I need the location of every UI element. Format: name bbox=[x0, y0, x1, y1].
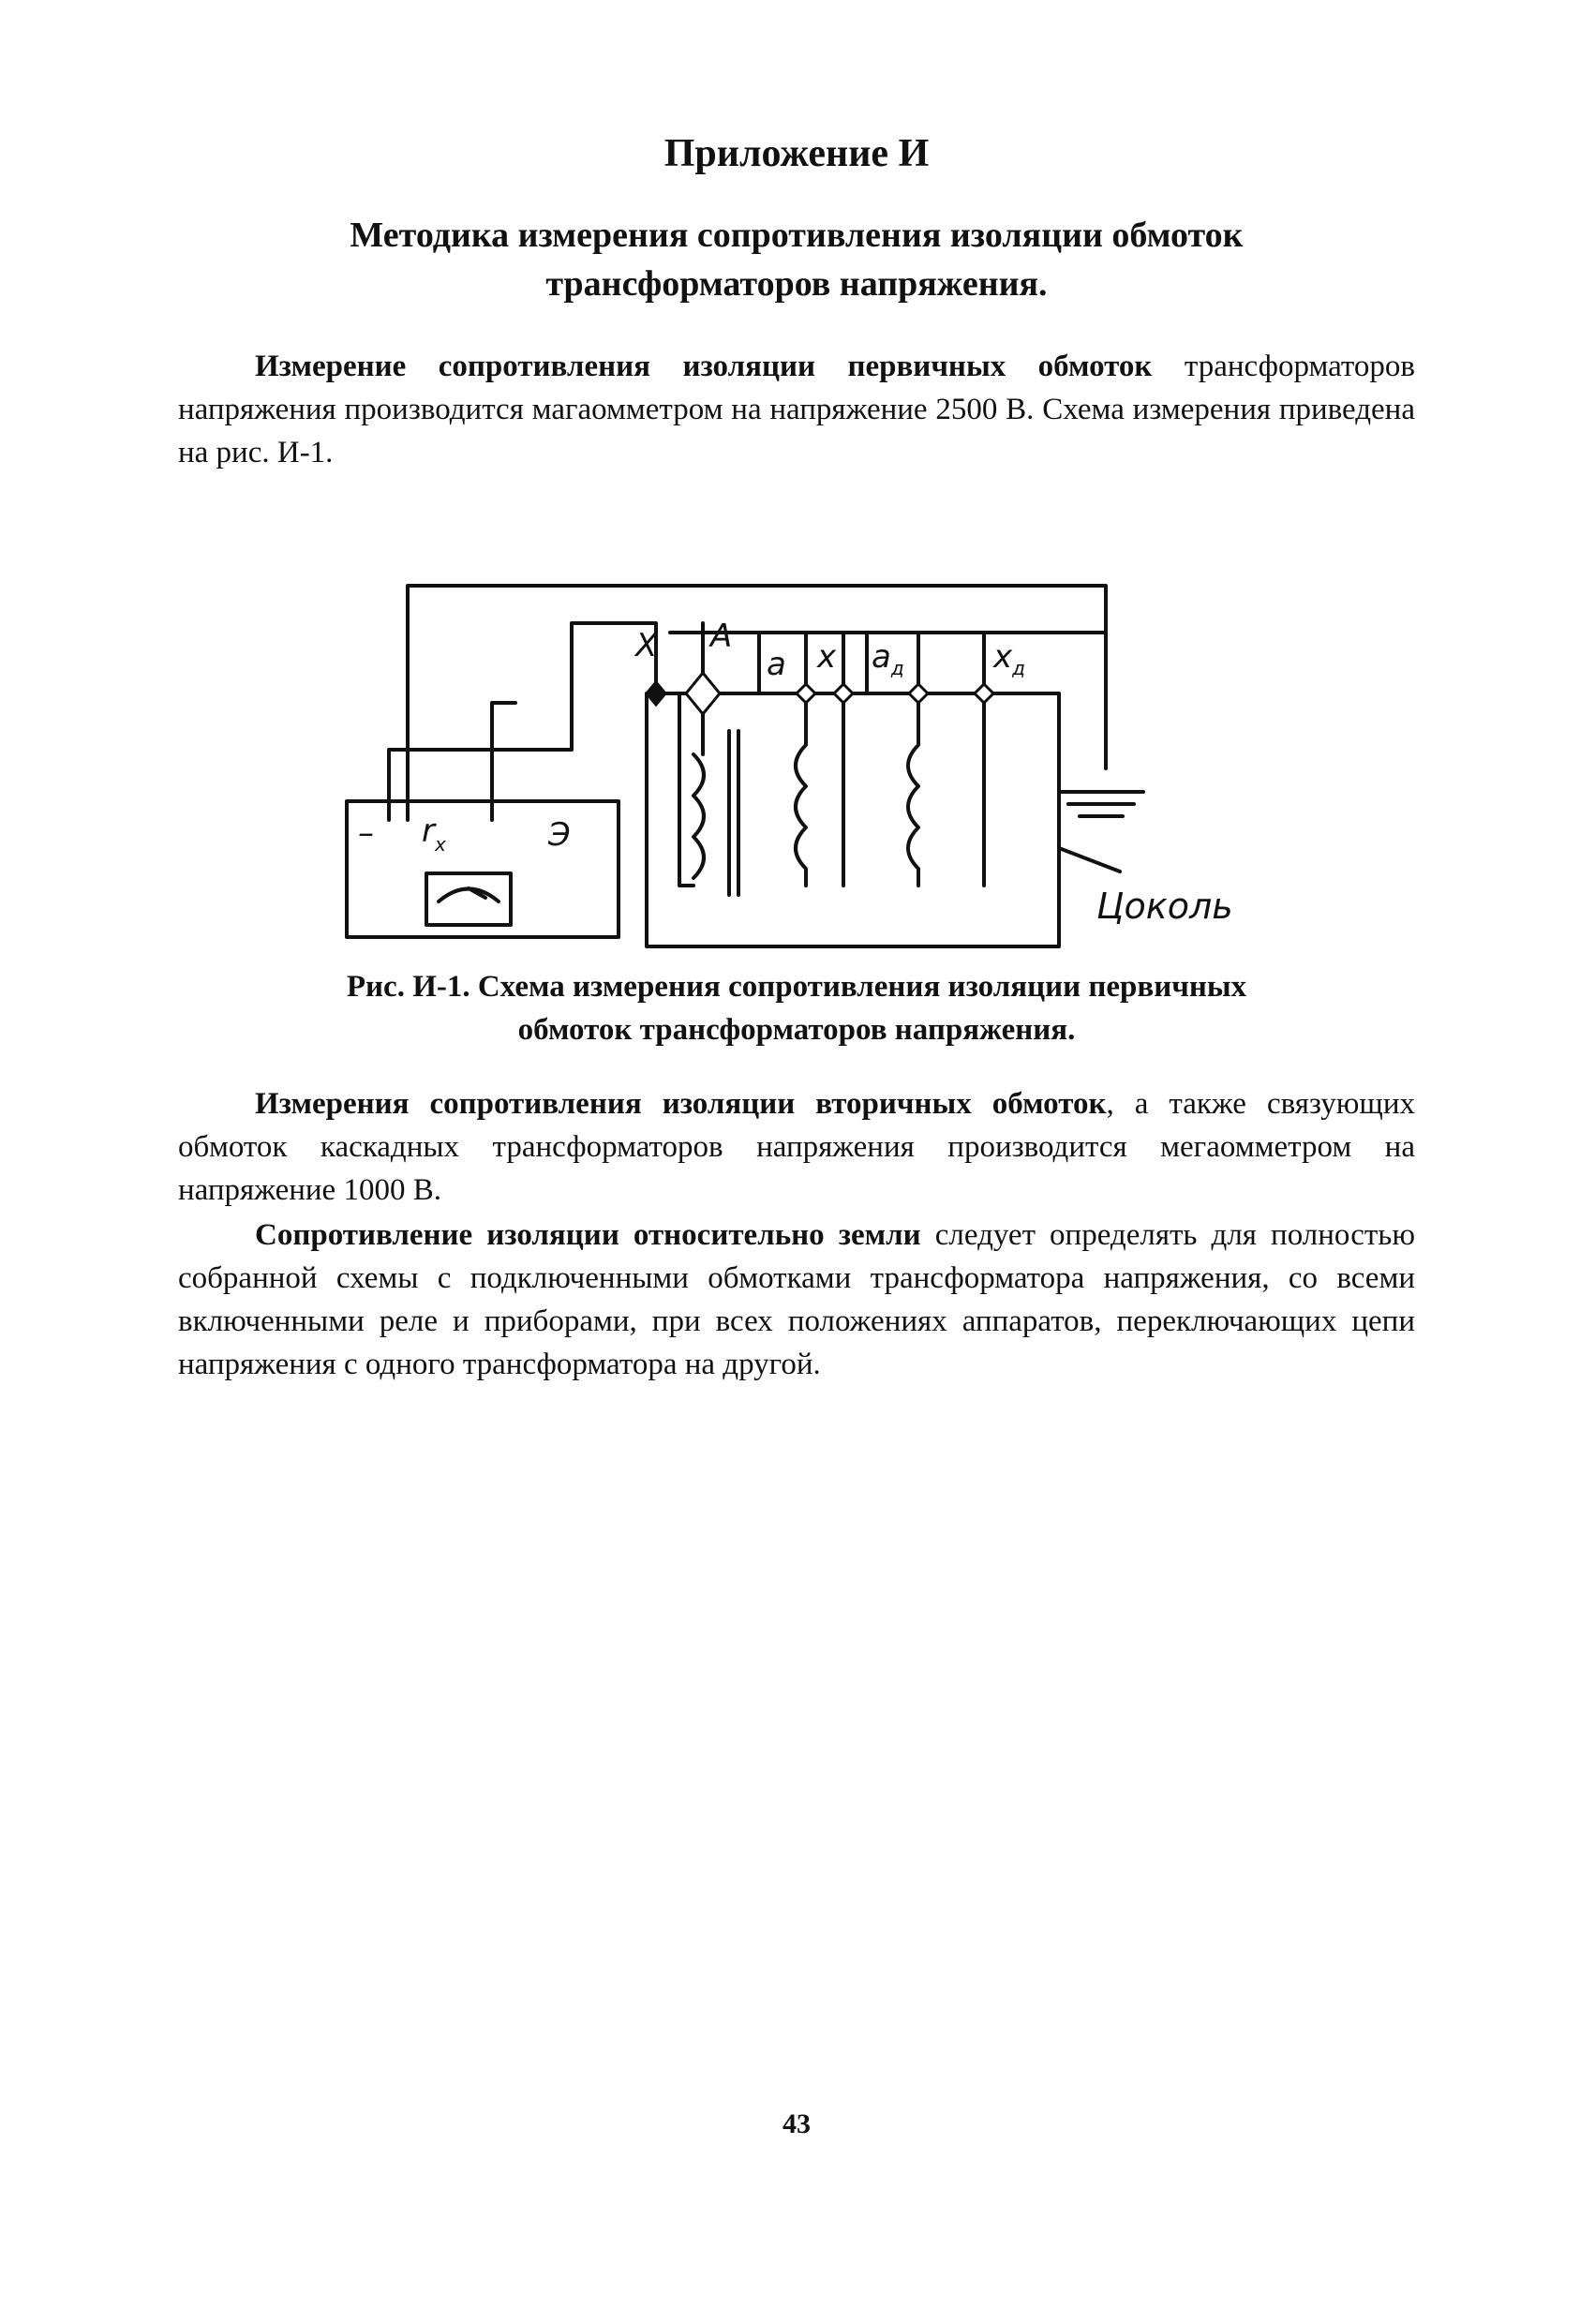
paragraph-3-bold: Сопротивление изоляции относительно земли bbox=[255, 1218, 921, 1252]
section-title bbox=[178, 211, 1415, 308]
label-X: X bbox=[635, 627, 658, 664]
paragraph-2-text: , а также связующих обмоток каскадных трансформаторов напряжения производится мегаомметром на напряжение 1000 В. bbox=[178, 1087, 1415, 1207]
section-title-line-2: трансформаторов напряжения. bbox=[545, 264, 1048, 304]
megohmmeter-needle bbox=[439, 888, 499, 901]
wire-minus-to-x bbox=[389, 623, 656, 820]
label-x: x bbox=[817, 638, 837, 676]
page-number: 43 bbox=[783, 2108, 811, 2139]
secondary-winding-2 bbox=[908, 703, 984, 886]
label-minus: – bbox=[358, 814, 374, 852]
label-A: A bbox=[710, 618, 733, 655]
caption-line-1: Рис. И-1. Схема измерения сопротивления изоляции первичных bbox=[346, 970, 1247, 1004]
figure-caption bbox=[178, 965, 1415, 1051]
appendix-title: Приложение И bbox=[663, 132, 930, 175]
terminal-X bbox=[647, 682, 665, 705]
measurement-circuit-diagram bbox=[337, 562, 1293, 956]
paragraph-1-bold: Измерение сопротивления изоляции первичных обмоток bbox=[255, 350, 1153, 383]
megohmmeter-box bbox=[347, 801, 619, 937]
paragraph-ground-insulation bbox=[178, 1214, 1415, 1386]
primary-lead-left bbox=[679, 693, 693, 886]
label-ad: $a_д$ bbox=[872, 638, 904, 679]
label-base: Цоколь bbox=[1096, 886, 1233, 927]
paragraph-3-text: следует определять для полностью собранной схемы с подключенными обмотками трансформатора напряжения, со всеми включенными реле и приборами, при всех положениях аппаратов, переключающих цепи напряжения с одного трансформатора на другой. bbox=[178, 1218, 1415, 1381]
paragraph-2-bold: Измерения сопротивления изоляции вторичных обмоток bbox=[255, 1087, 1107, 1121]
label-e: Э bbox=[548, 816, 571, 854]
transformer-housing bbox=[647, 693, 1059, 946]
paragraph-1-text: трансформаторов напряжения производится магаомметром на напряжение 2500 В. Схема измерения приведена на рис. И-1. bbox=[178, 350, 1415, 469]
primary-winding bbox=[693, 754, 704, 878]
magnetic-core bbox=[729, 731, 738, 895]
label-a: a bbox=[767, 646, 786, 683]
caption-line-2: обмоток трансформаторов напряжения. bbox=[517, 1013, 1076, 1047]
label-xd: $x_д$ bbox=[993, 638, 1025, 679]
label-rx: $r_x$ bbox=[422, 812, 446, 856]
base-leader bbox=[1059, 848, 1120, 872]
terminal-x bbox=[834, 684, 853, 703]
section-title-line-1: Методика измерения сопротивления изоляции обмоток bbox=[350, 216, 1244, 255]
secondary-winding-1 bbox=[796, 703, 843, 886]
ground-symbol bbox=[1059, 792, 1143, 816]
terminal-xd bbox=[975, 684, 993, 703]
terminal-A bbox=[686, 673, 720, 714]
terminal-ad bbox=[909, 684, 928, 703]
paragraph-primary-windings bbox=[178, 345, 1415, 474]
terminal-a bbox=[797, 684, 815, 703]
paragraph-secondary-windings bbox=[178, 1082, 1415, 1212]
